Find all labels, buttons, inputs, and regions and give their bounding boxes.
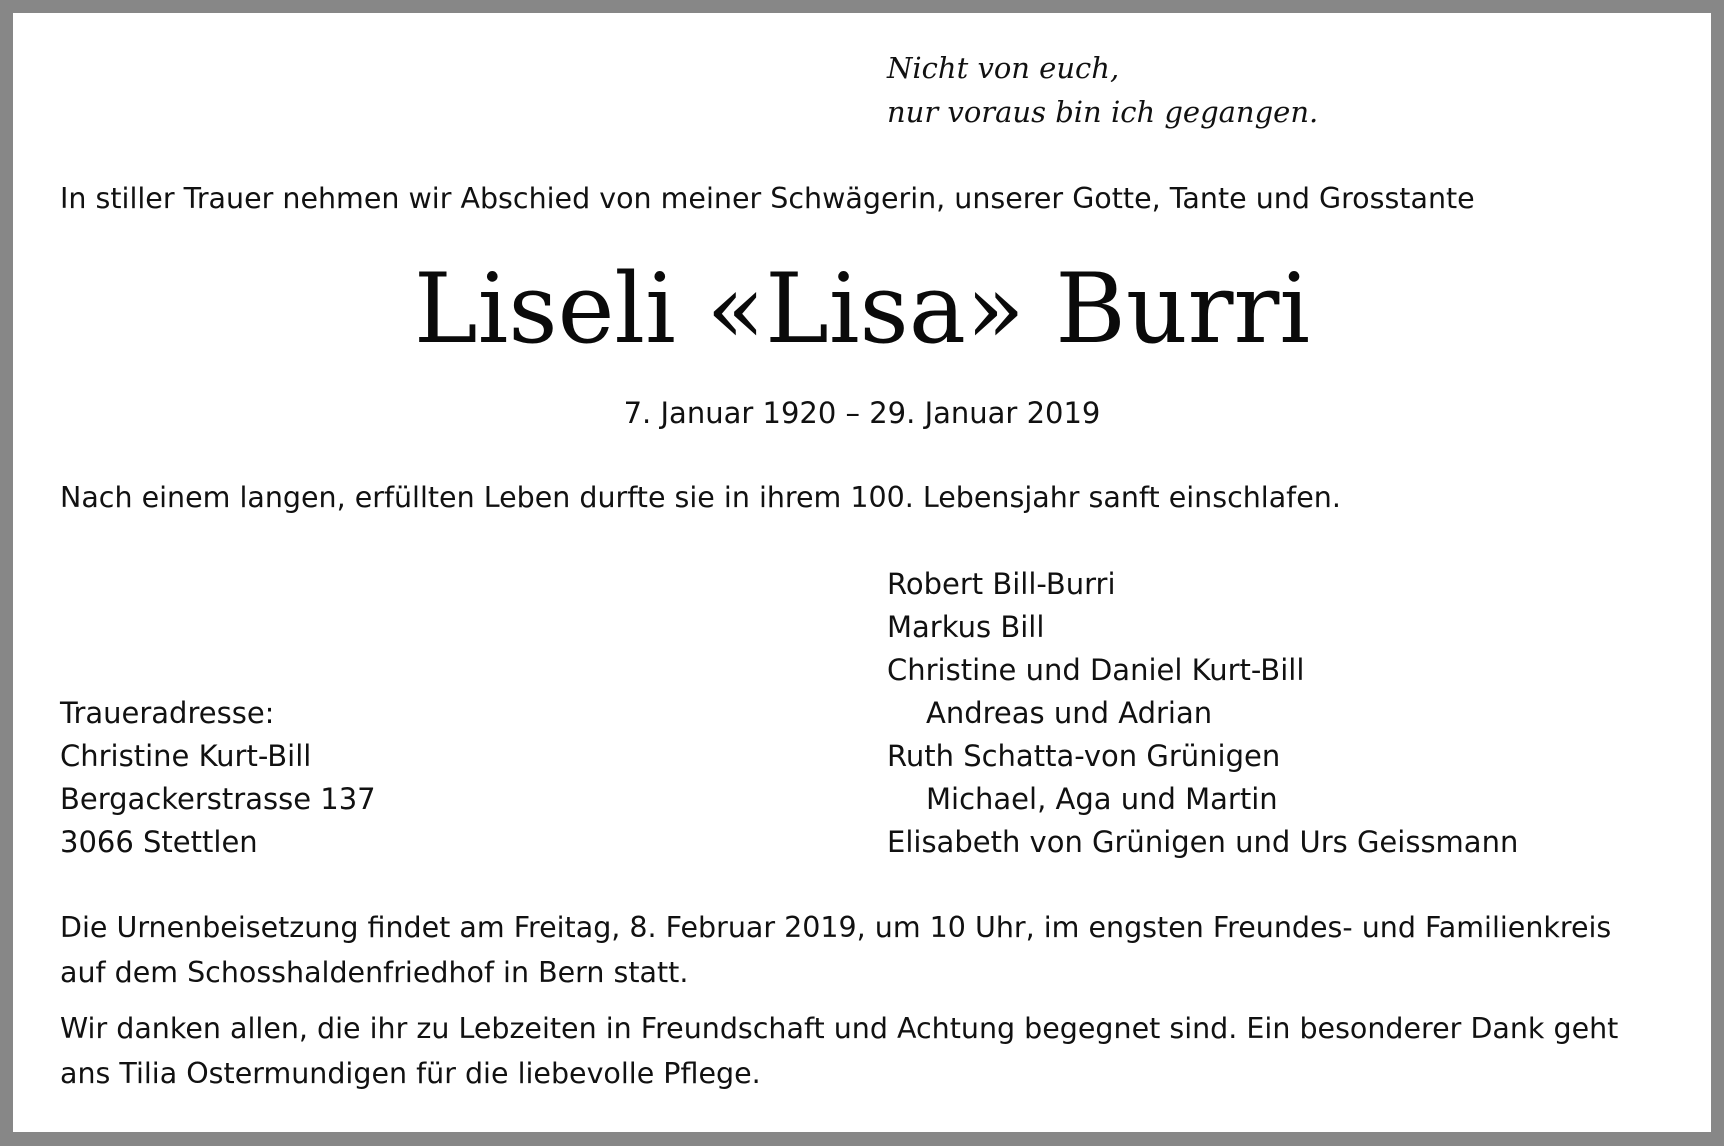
address-label: Traueradresse: [60,696,275,730]
mourner-entry: Ruth Schatta-von Grünigen [887,739,1281,773]
mourner-entry: Christine und Daniel Kurt-Bill [887,653,1305,687]
address-street: Bergackerstrasse 137 [60,782,376,816]
intro-text: In stiller Trauer nehmen wir Abschied von meiner Schwägerin, unserer Gotte, Tante und Grosstante [60,182,1475,215]
address-city: 3066 Stettlen [60,825,258,859]
mourning-address [60,692,376,864]
ceremony-paragraph [60,905,1700,995]
ceremony-line-1: Die Urnenbeisetzung findet am Freitag, 8. Februar 2019, um 10 Uhr, im engsten Freundes- und Familienkreis [60,911,1612,944]
life-dates: 7. Januar 1920 – 29. Januar 2019 [623,396,1101,430]
mourner-entry: Robert Bill-Burri [887,567,1116,601]
mourner-entry: Markus Bill [887,610,1045,644]
ceremony-line-2: auf dem Schosshaldenfriedhof in Bern statt. [60,956,689,989]
thanks-line-1: Wir danken allen, die ihr zu Lebzeiten in Freundschaft und Achtung begegnet sind. Ein besonderer Dank geht [60,1012,1619,1045]
thanks-line-2: ans Tilia Ostermundigen für die liebevolle Pflege. [60,1057,761,1090]
mourner-entry-child: Andreas und Adrian [926,696,1213,730]
mourners-list [887,563,1518,864]
life-statement: Nach einem langen, erfüllten Leben durfte sie in ihrem 100. Lebensjahr sanft einschlafen. [60,481,1341,514]
deceased-name: Liseli «Lisa» Burri [413,253,1311,365]
mourner-entry-child: Michael, Aga und Martin [926,782,1278,816]
mourner-entry: Elisabeth von Grünigen und Urs Geissmann [887,825,1519,859]
motto-quote [887,46,1318,134]
motto-line-2: nur voraus bin ich gegangen. [887,95,1319,129]
address-name: Christine Kurt-Bill [60,739,312,773]
motto-line-1: Nicht von euch, [887,51,1120,85]
thanks-paragraph [60,1006,1700,1096]
